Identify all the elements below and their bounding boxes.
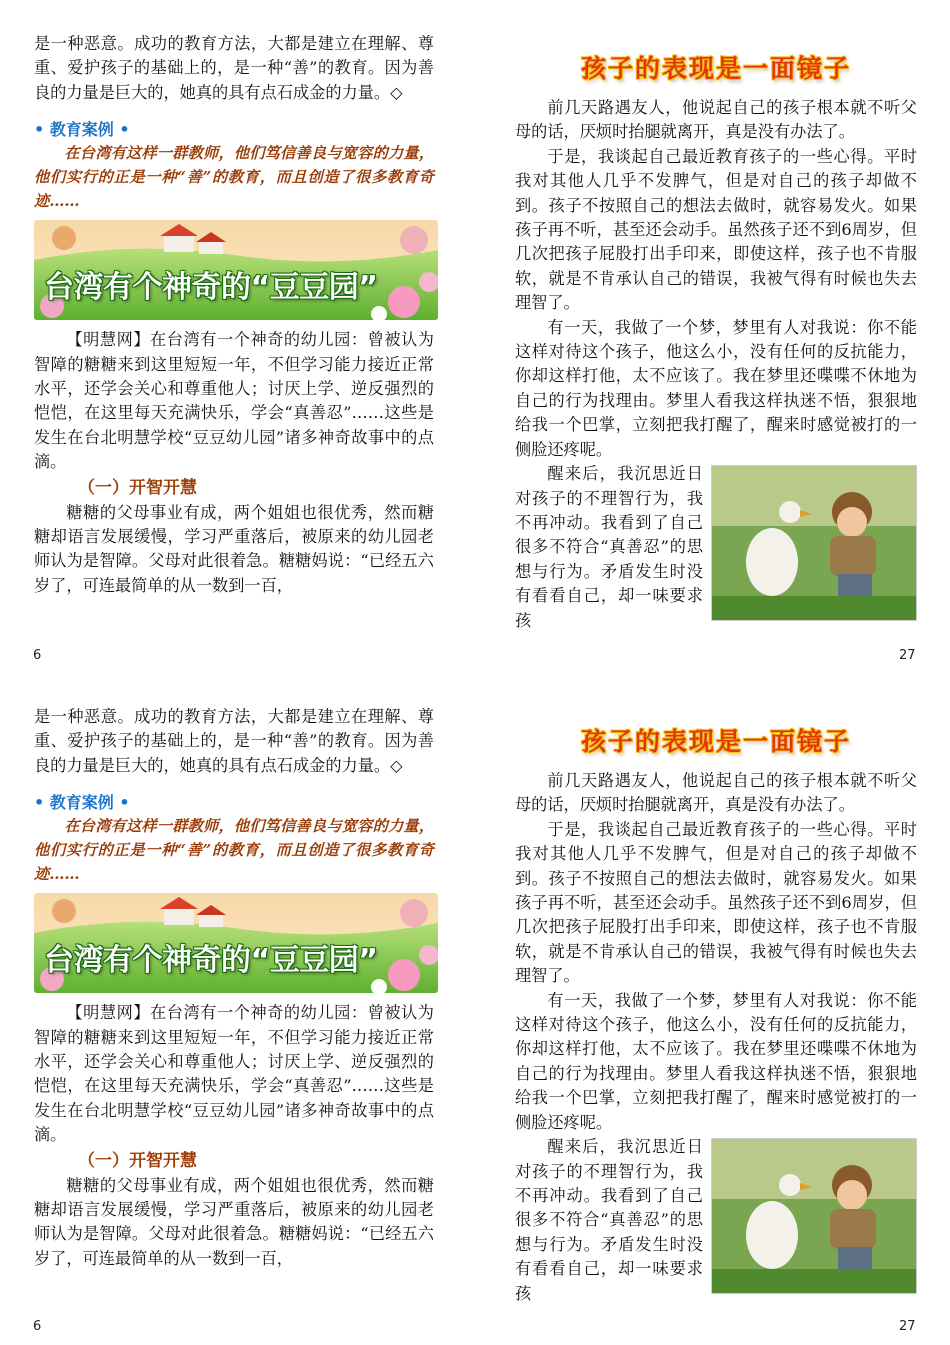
paragraph-2: 于是，我谈起自己最近教育孩子的一些心得。平时我对其他人几乎不发脾气，但是对自己的孩子却做不到。孩子不按照自己的想法去做时，就容易发火。如果孩子再不听，甚至还会动手。虽然孩子还不到6周岁，但几次把孩子屁股打出手印来，即使这样，孩子也不肯服软，就是不肯承认自己的错误，我被气得有时候也失去理智了。 bbox=[515, 819, 917, 986]
paragraph-minghui: 【明慧网】在台湾有一个神奇的幼儿园：曾被认为智障的糖糖来到这里短短一年，不但学习能力接近正常水平，还学会关心和尊重他人；讨厌上学、逆反强烈的恺恺，在这里每天充满快乐，学会“真善忍”……这些是发生在台北明慧学校“豆豆幼儿园”诸多神奇故事中的点滴。 bbox=[34, 330, 434, 472]
paragraph-3: 有一天，我做了一个梦，梦里有人对我说：你不能这样对待这个孩子，他这么小，没有任何的反抗能力，你却这样打他，太不应该了。我在梦里还喋喋不休地为自己的行为找理由。梦里人看我这样执迷不悟，狠狠地给我一个巴掌，立刻把我打醒了，醒来时感觉被打的一侧脸还疼呢。 bbox=[515, 990, 917, 1132]
paragraph-1: 前几天路遇友人，他说起自己的孩子根本就不听父母的话，厌烦时抬腿就离开，真是没有办法了。 bbox=[515, 771, 917, 815]
banner-title: 台湾有个神奇的“豆豆园” bbox=[44, 943, 378, 979]
case-intro: 在台湾有这样一群教师，他们笃信善良与宽容的力量，他们实行的正是一种“善”的教育，而且创造了很多教育奇迹…… bbox=[34, 144, 434, 211]
right-page bbox=[515, 44, 917, 633]
right-page bbox=[515, 717, 917, 1306]
paragraph-minghui: 【明慧网】在台湾有一个神奇的幼儿园：曾被认为智障的糖糖来到这里短短一年，不但学习能力接近正常水平，还学会关心和尊重他人；讨厌上学、逆反强烈的恺恺，在这里每天充满快乐，学会“真善忍”……这些是发生在台北明慧学校“豆豆幼儿园”诸多神奇故事中的点滴。 bbox=[34, 1003, 434, 1145]
page-spread-bottom bbox=[0, 673, 950, 1345]
paragraph-4: 醒来后，我沉思近日对孩子的不理智行为，我不再冲动。我看到了自己很多不符合“真善忍”的思想与行为。矛盾发生时没有看看自己，却一味要求孩 bbox=[515, 464, 703, 630]
paragraph-2: 于是，我谈起自己最近教育孩子的一些心得。平时我对其他人几乎不发脾气，但是对自己的孩子却做不到。孩子不按照自己的想法去做时，就容易发火。如果孩子再不听，甚至还会动手。虽然孩子还不到6周岁，但几次把孩子屁股打出手印来，即使这样，孩子也不肯服软，就是不肯承认自己的错误，我被气得有时候也失去理智了。 bbox=[515, 146, 917, 313]
article-title: 孩子的表现是一面镜子 bbox=[580, 54, 851, 83]
paragraph-intro: 是一种恶意。成功的教育方法，大都是建立在理解、尊重、爱护孩子的基础上的，是一种“善”的教育。因为善良的力量是巨大的，她真的具有点石成金的力量。◇ bbox=[34, 707, 434, 775]
image-text-block bbox=[515, 1135, 917, 1306]
article-title: 孩子的表现是一面镜子 bbox=[580, 727, 851, 756]
paragraph-tangtang: 糖糖的父母事业有成，两个姐姐也很优秀，然而糖糖却语言发展缓慢，学习严重落后，被原来的幼儿园老师认为是智障。父母对此很着急。糖糖妈说：“已经五六岁了，可连最简单的从一数到一百， bbox=[34, 502, 434, 595]
page-number-left: 6 bbox=[33, 648, 42, 663]
paragraph-1: 前几天路遇友人，他说起自己的孩子根本就不听父母的话，厌烦时抬腿就离开，真是没有办法了。 bbox=[515, 98, 917, 142]
page-spread-top bbox=[0, 0, 950, 672]
section-heading: （一）开智开慧 bbox=[78, 1150, 197, 1171]
page-number-right: 27 bbox=[899, 648, 916, 663]
section-heading: （一）开智开慧 bbox=[78, 477, 197, 498]
left-page bbox=[34, 705, 434, 1271]
left-page bbox=[34, 32, 434, 598]
case-heading: • 教育案例 • bbox=[34, 120, 130, 140]
image-text-block bbox=[515, 462, 917, 633]
page-number-right: 27 bbox=[899, 1319, 916, 1334]
case-heading: • 教育案例 • bbox=[34, 793, 130, 813]
boy-with-goose-image bbox=[711, 465, 917, 621]
paragraph-4: 醒来后，我沉思近日对孩子的不理智行为，我不再冲动。我看到了自己很多不符合“真善忍”的思想与行为。矛盾发生时没有看看自己，却一味要求孩 bbox=[515, 1137, 703, 1303]
case-intro: 在台湾有这样一群教师，他们笃信善良与宽容的力量，他们实行的正是一种“善”的教育，而且创造了很多教育奇迹…… bbox=[34, 817, 434, 884]
page-number-left: 6 bbox=[33, 1319, 42, 1334]
banner-title: 台湾有个神奇的“豆豆园” bbox=[44, 270, 378, 306]
paragraph-tangtang: 糖糖的父母事业有成，两个姐姐也很优秀，然而糖糖却语言发展缓慢，学习严重落后，被原来的幼儿园老师认为是智障。父母对此很着急。糖糖妈说：“已经五六岁了，可连最简单的从一数到一百， bbox=[34, 1175, 434, 1268]
paragraph-3: 有一天，我做了一个梦，梦里有人对我说：你不能这样对待这个孩子，他这么小，没有任何的反抗能力，你却这样打他，太不应该了。我在梦里还喋喋不休地为自己的行为找理由。梦里人看我这样执迷不悟，狠狠地给我一个巴掌，立刻把我打醒了，醒来时感觉被打的一侧脸还疼呢。 bbox=[515, 317, 917, 459]
doudou-banner bbox=[34, 220, 438, 320]
doudou-banner bbox=[34, 893, 438, 993]
paragraph-intro: 是一种恶意。成功的教育方法，大都是建立在理解、尊重、爱护孩子的基础上的，是一种“善”的教育。因为善良的力量是巨大的，她真的具有点石成金的力量。◇ bbox=[34, 34, 434, 102]
boy-with-goose-image bbox=[711, 1138, 917, 1294]
